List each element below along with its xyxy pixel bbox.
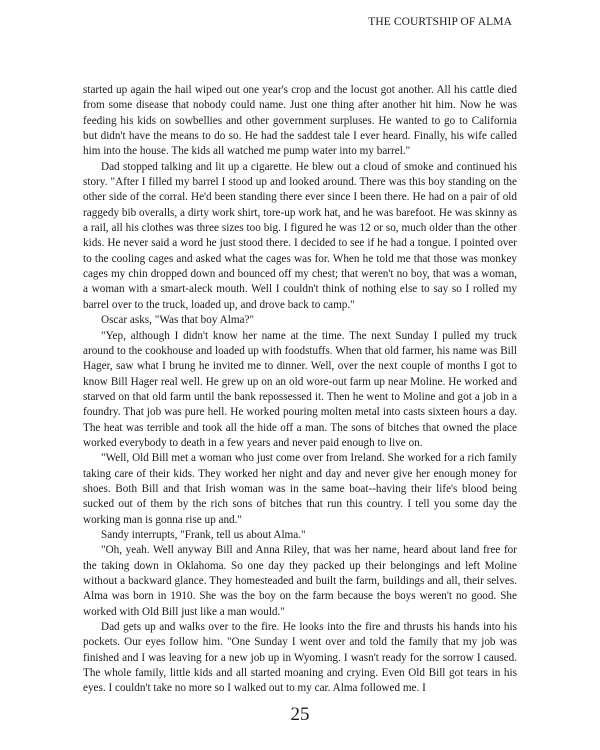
page-number: 25 [290, 704, 310, 725]
paragraph: started up again the hail wiped out one year's crop and the locust got another. All his cattle died from some disease that nobody could name. Just one thing after another hit him. Now he was feeding his kids on sowbellies and other government surpluses. He wanted to go to California but didn't have the means to do so. He had the saddest tale I ever heard. Finally, his wife called him into the house. The kids all watched me pump water into my barrel." [83, 84, 517, 158]
paragraph: Oscar asks, "Was that boy Alma?" [101, 314, 255, 327]
paragraph: Sandy interrupts, "Frank, tell us about Alma." [101, 528, 306, 541]
paragraph: Dad gets up and walks over to the fire. He looks into the fire and thrusts his hands into his pockets. Our eyes follow him. "One Sunday I went over and told the family that my job was finished and I was leaving for a new job up in Wyoming. I wasn't ready for the sorrow I caused. The whole family, little kids and all started moaning and crying. Even Old Bill got tears in his eyes. I couldn't take no more so I walked out to my car. Alma followed me. I [83, 621, 517, 695]
paragraph: "Yep, although I didn't know her name at the time. The next Sunday I pulled my truck around to the cookhouse and loaded up with foodstuffs. When that old farmer, his name was Bill Hager, saw what I brung he invited me to dinner. Well, over the next couple of months I got to know Bill Hager real well. He grew up on an old wore-out farm up near Moline. He worked and starved on that old farm until the bank repossessed it. Then he went to Moline and got a job in a foundry. That job was pure hell. He worked pouring molten metal into casts sixteen hours a day. The heat was terrible and took all the hide off a man. The sons of bitches that owned the place worked everybody to death in a few years and never paid enough to live on. [83, 329, 517, 449]
body-text [83, 83, 517, 697]
paragraph: "Oh, yeah. Well anyway Bill and Anna Riley, that was her name, heard about land free for the taking down in Oklahoma. So one day they packed up their belongings and left Moline without a backward glance. They homesteaded and built the farm, buildings and all, their selves. Alma was born in 1910. She was the boy on the farm because the boys weren't no good. She worked with Old Bill just like a man would." [83, 544, 517, 618]
running-header: THE COURTSHIP OF ALMA [368, 16, 512, 28]
paragraph: Dad stopped talking and lit up a cigarette. He blew out a cloud of smoke and continued his story. "After I filled my barrel I stood up and looked around. There was this boy standing on the other side of the corral. He'd been standing there ever since I been there. He had on a pair of old raggedy bib overalls, a dirty work shirt, tore-up work hat, and he was barefoot. He was skinny as a rail, all his clothes was three sizes too big. I figured he was 12 or so, much older than the other kids. He never said a word he just stood there. I decided to see if he had a tongue. I pointed over to the cooling cages and asked what the cages was for. When he told me that those was monkey cages my chin dropped down and bounced off my chest; that weren't no boy, that was a woman, a woman with a smart-aleck mouth. Well I couldn't think of nothing else to say so I rolled my barrel over to the truck, loaded up, and drove back to camp." [83, 160, 517, 311]
paragraph: "Well, Old Bill met a woman who just come over from Ireland. She worked for a rich family taking care of their kids. They worked her night and day and never give her enough money for shoes. Both Bill and that Irish woman was in the same boat--having their life's blood being sucked out of them by the rich sons of bitches that run this country. I tell you some day the working man is gonna rise up and." [83, 452, 517, 526]
